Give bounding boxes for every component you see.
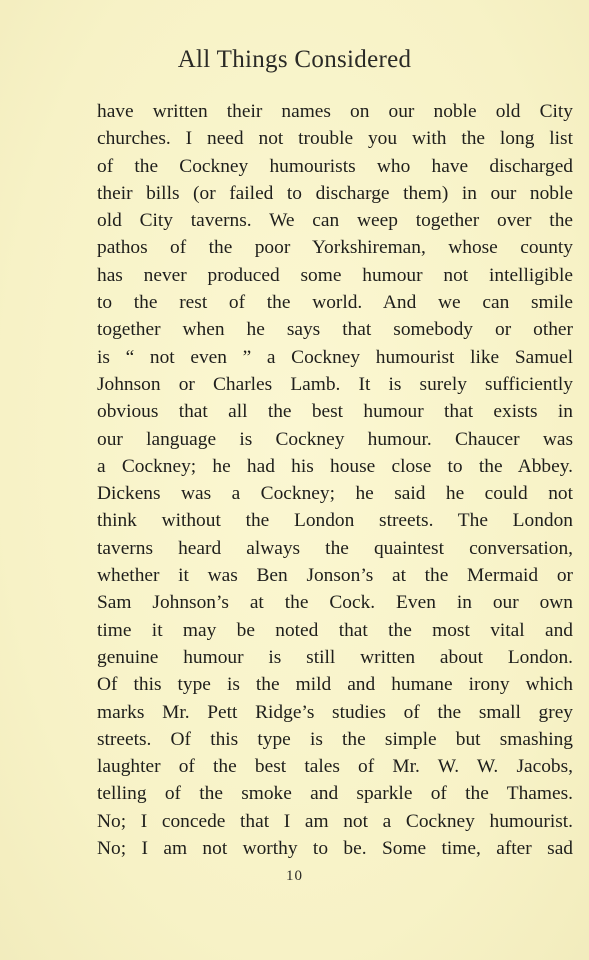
text-line: Dickens was a Cockney; he said he could not — [97, 483, 573, 505]
text-line: taverns heard always the quaintest conversation, — [97, 537, 573, 559]
text-line: laughter of the best tales of Mr. W. W. Jacobs, — [97, 756, 573, 778]
text-line: Johnson or Charles Lamb. It is surely sufficiently — [97, 373, 573, 395]
text-line: obvious that all the best humour that exists in — [97, 401, 573, 423]
text-line: our language is Cockney humour. Chaucer was — [97, 428, 573, 450]
text-line: old City taverns. We can weep together over the — [97, 210, 573, 232]
text-line: telling of the smoke and sparkle of the Thames. — [97, 783, 573, 805]
text-line: their bills (or failed to discharge them) in our noble — [97, 182, 573, 204]
text-line: time it may be noted that the most vital and — [97, 619, 573, 641]
running-head: All Things Considered — [177, 46, 412, 73]
text-line: Of this type is the mild and humane irony which — [97, 674, 573, 696]
text-line: Sam Johnson’s at the Cock. Even in our own — [97, 592, 573, 614]
text-line: to the rest of the world. And we can smile — [97, 292, 573, 314]
text-line: a Cockney; he had his house close to the Abbey. — [97, 455, 573, 477]
text-line: have written their names on our noble old City — [97, 101, 573, 122]
body-text — [97, 98, 573, 862]
text-line: No; I am not worthy to be. Some time, after sad — [97, 838, 573, 860]
text-line: has never produced some humour not intelligible — [97, 264, 573, 286]
text-line: whether it was Ben Jonson’s at the Mermaid or — [97, 565, 573, 587]
text-line: think without the London streets. The London — [97, 510, 573, 532]
page-number: 10 — [286, 868, 303, 884]
text-line: No; I concede that I am not a Cockney humourist. — [97, 810, 573, 832]
text-line: pathos of the poor Yorkshireman, whose county — [97, 237, 573, 259]
text-line: marks Mr. Pett Ridge’s studies of the small grey — [97, 701, 573, 723]
text-line: together when he says that somebody or other — [97, 319, 573, 341]
text-line: streets. Of this type is the simple but smashing — [97, 728, 573, 750]
text-line: genuine humour is still written about London. — [97, 646, 573, 668]
text-line: churches. I need not trouble you with the long list — [97, 128, 573, 150]
text-line: of the Cockney humourists who have discharged — [97, 155, 573, 177]
text-line: is “ not even ” a Cockney humourist like Samuel — [97, 346, 573, 368]
